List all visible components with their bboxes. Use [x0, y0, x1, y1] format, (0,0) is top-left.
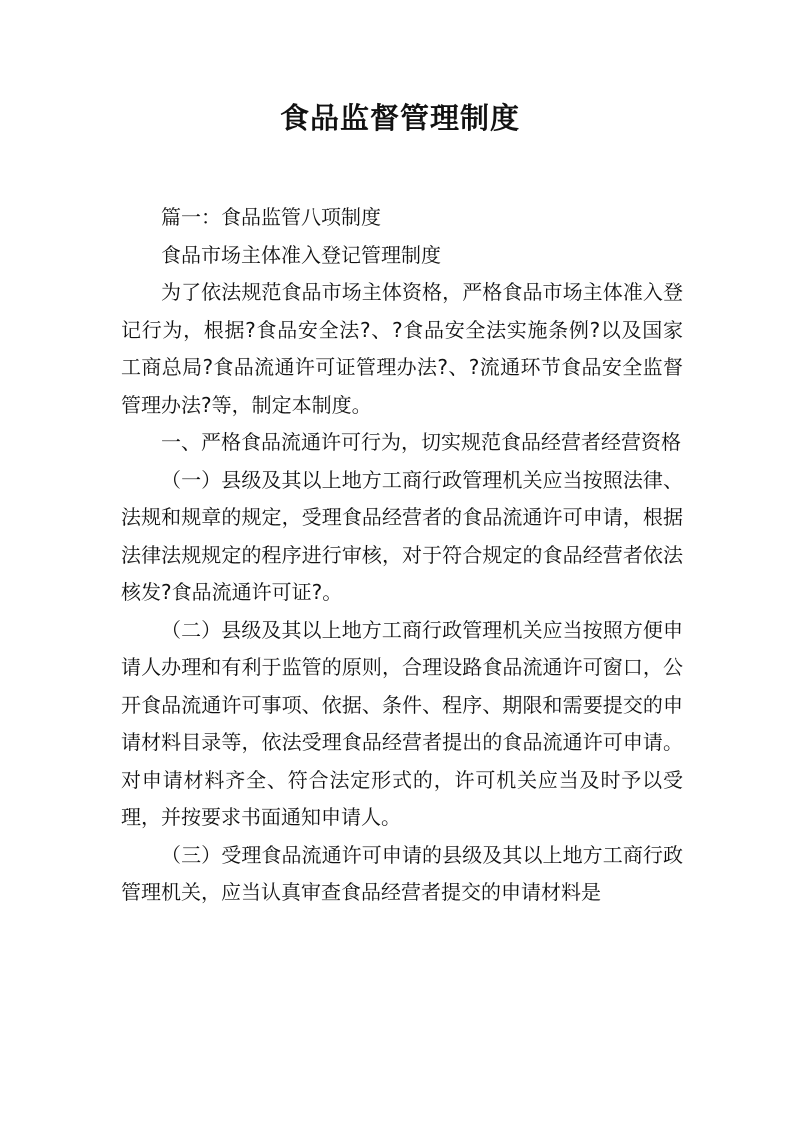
document-body: [121, 199, 683, 912]
subheading: 食品市场主体准入登记管理制度: [161, 242, 441, 267]
paragraph: （三）受理食品流通许可申请的县级及其以上地方工商行政管理机关，应当认真审查食品经营者提交的申请材料是: [121, 842, 683, 904]
paragraph: （二）县级及其以上地方工商行政管理机关应当按照方便申请人办理和有利于监管的原则，合理设路食品流通许可窗口，公开食品流通许可事项、依据、条件、程序、期限和需要提交的申请材料目录等，依法受理食品经营者提出的食品流通许可申请。对申请材料齐全、符合法定形式的，许可机关应当及时予以受理，并按要求书面通知申请人。: [121, 617, 683, 829]
paragraph: （一）县级及其以上地方工商行政管理机关应当按照法律、法规和规章的规定，受理食品经营者的食品流通许可申请，根据法律法规规定的程序进行审核，对于符合规定的食品经营者依法核发?食品流通许可证?。: [121, 467, 683, 604]
paragraph: 为了依法规范食品市场主体资格，严格食品市场主体准入登记行为，根据?食品安全法?、?食品安全法实施条例?以及国家工商总局?食品流通许可证管理办法?、?流通环节食品安全监督管理办法?等，制定本制度。: [121, 280, 683, 417]
paragraph: 一、严格食品流通许可行为，切实规范食品经营者经营资格: [161, 430, 681, 454]
section-heading: 篇一：食品监管八项制度: [161, 205, 381, 229]
document-title: 食品监督管理制度: [279, 101, 520, 135]
